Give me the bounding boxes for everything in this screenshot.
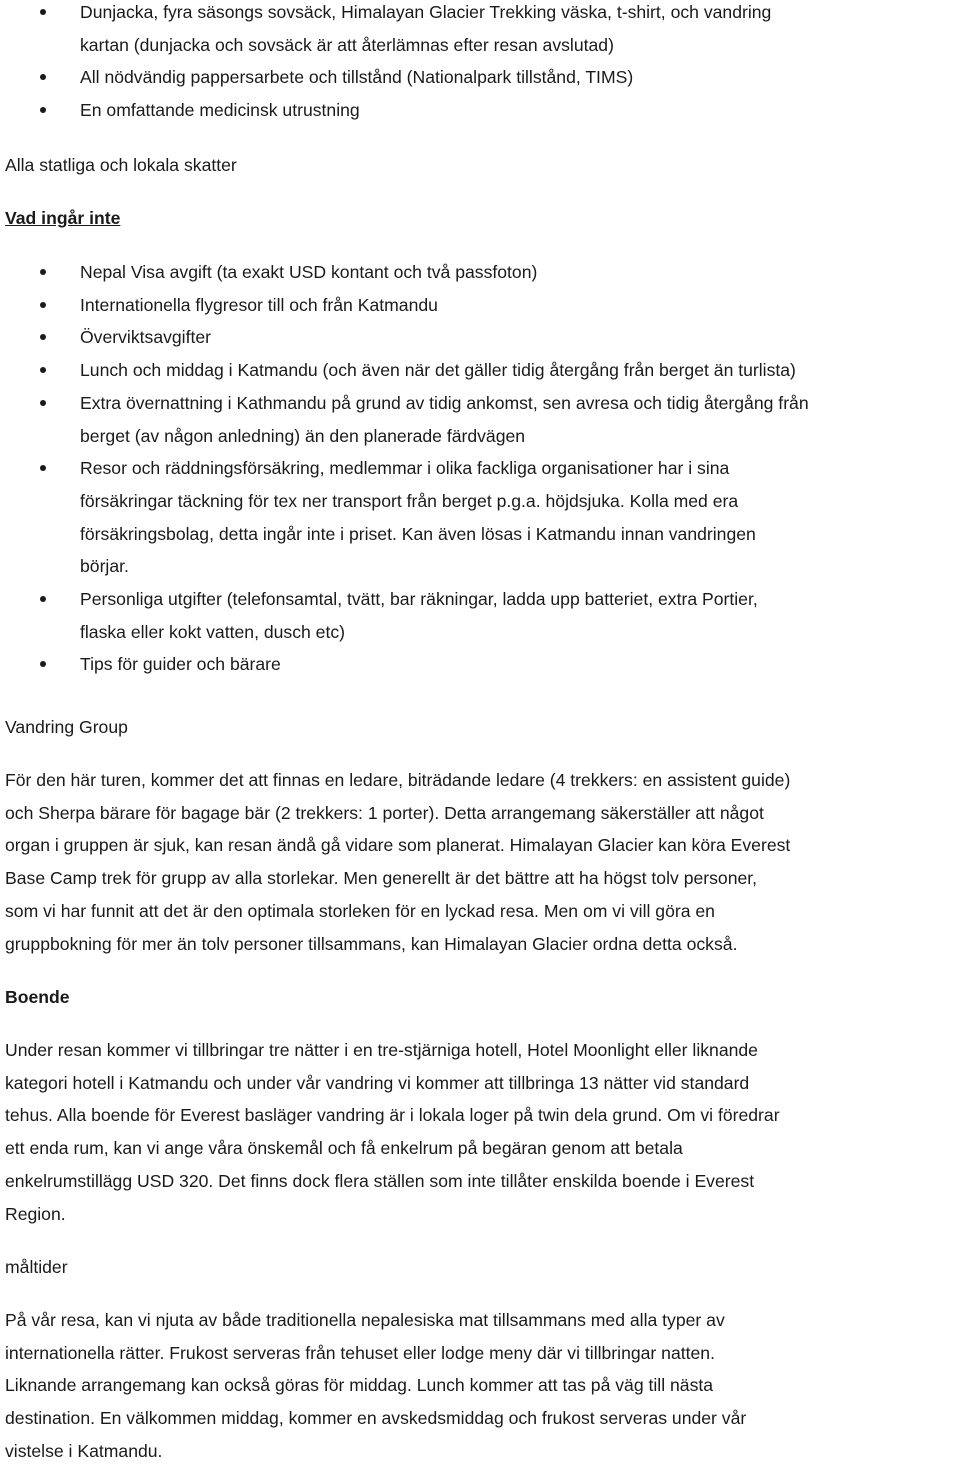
list-item-line: Dunjacka, fyra säsongs sovsäck, Himalayan Glacier Trekking väska, t-shirt, och vandring — [80, 2, 772, 22]
list-item-line: Nepal Visa avgift (ta exakt USD kontant och två passfoton) — [80, 262, 538, 282]
paragraph-line: enkelrumstillägg USD 320. Det finns dock flera ställen som inte tillåter enskilda boende i Everest — [5, 1170, 755, 1191]
paragraph-line: organ i gruppen är sjuk, kan resan ändå gå vidare som planerat. Himalayan Glacier kan köra Everest — [5, 835, 791, 856]
list-item — [0, 289, 809, 322]
paragraph-line: Under resan kommer vi tillbringar tre nätter i en tre-stjärniga hotell, Hotel Moonlight eller liknande — [5, 1040, 758, 1060]
list-item — [0, 583, 809, 648]
bullet-icon — [40, 334, 46, 340]
list-item-line: En omfattande medicinsk utrustning — [80, 100, 360, 121]
paragraph-line: På vår resa, kan vi njuta av både traditionella nepalesiska mat tillsammans med alla typer av — [5, 1310, 725, 1330]
excluded-list — [0, 256, 809, 681]
list-item — [0, 387, 809, 452]
paragraph-line: vistelse i Katmandu. — [5, 1440, 163, 1461]
boende-paragraph — [0, 1034, 780, 1230]
list-item — [0, 648, 809, 681]
paragraph-line: tehus. Alla boende för Everest basläger vandring är i lokala loger på twin dela grund. Om vi föredrar — [5, 1105, 780, 1126]
list-item — [0, 61, 771, 94]
list-item-line: börjar. — [80, 556, 129, 577]
list-item-line: Personliga utgifter (telefonsamtal, tvätt, bar räkningar, ladda upp batteriet, extra Portier, — [80, 589, 758, 610]
bullet-icon — [40, 74, 46, 80]
list-item-line: Resor och räddningsförsäkring, medlemmar i olika fackliga organisationer har i sina — [80, 458, 730, 479]
paragraph-line: Liknande arrangemang kan också göras för middag. Lunch kommer att tas på väg till nästa — [5, 1375, 714, 1396]
list-item-line: kartan (dunjacka och sovsäck är att återlämnas efter resan avslutad) — [80, 34, 614, 55]
list-item — [0, 94, 771, 127]
bullet-icon — [40, 465, 46, 471]
list-item — [0, 321, 809, 354]
list-item-line: Lunch och middag i Katmandu (och även när det gäller tidig återgång från berget än turlista) — [80, 360, 796, 381]
bullet-icon — [40, 107, 46, 113]
group-paragraph — [0, 764, 790, 960]
bullet-icon — [40, 9, 46, 15]
group-heading: Vandring Group — [5, 717, 128, 737]
list-item-line: försäkringsbolag, detta ingår inte i priset. Kan även lösas i Katmandu innan vandringen — [80, 523, 756, 544]
paragraph-line: gruppbokning för mer än tolv personer tillsammans, kan Himalayan Glacier ordna detta också. — [5, 933, 738, 954]
bullet-icon — [40, 367, 46, 373]
meals-heading: måltider — [5, 1257, 68, 1277]
list-item-line: försäkringar täckning för tex ner transport från berget p.g.a. höjdsjuka. Kolla med era — [80, 490, 739, 511]
bullet-icon — [40, 661, 46, 667]
meals-paragraph — [0, 1304, 746, 1468]
boende-heading: Boende — [5, 987, 70, 1007]
taxes-line: Alla statliga och lokala skatter — [5, 155, 237, 175]
list-item-line: flaska eller kokt vatten, dusch etc) — [80, 621, 346, 642]
list-item-line: All nödvändig pappersarbete och tillstånd (Nationalpark tillstånd, TIMS) — [80, 67, 634, 88]
included-list — [0, 0, 771, 127]
list-item — [0, 354, 809, 387]
paragraph-line: ett enda rum, kan vi ange våra önskemål och få enkelrum på begäran genom att betala — [5, 1138, 683, 1159]
paragraph-line: Base Camp trek för grupp av alla storlekar. Men generellt är det bättre att ha högst tolv personer, — [5, 868, 758, 889]
list-item-line: Internationella flygresor till och från Katmandu — [80, 294, 438, 315]
list-item — [0, 452, 809, 583]
list-item-line: Överviktsavgifter — [80, 327, 212, 348]
list-item-line: berget (av någon anledning) än den planerade färdvägen — [80, 425, 526, 446]
paragraph-line: internationella rätter. Frukost serveras från tehuset eller lodge meny där vi tillbringar natten. — [5, 1342, 715, 1363]
bullet-icon — [40, 400, 46, 406]
bullet-icon — [40, 302, 46, 308]
list-item — [0, 256, 809, 289]
paragraph-line: destination. En välkommen middag, kommer en avskedsmiddag och frukost serveras under vår — [5, 1408, 747, 1429]
paragraph-line: kategori hotell i Katmandu och under vår vandring vi kommer att tillbringa 13 nätter vid standard — [5, 1072, 750, 1093]
bullet-icon — [40, 596, 46, 602]
list-item-line: Extra övernattning i Kathmandu på grund av tidig ankomst, sen avresa och tidig återgång från — [80, 392, 809, 413]
paragraph-line: som vi har funnit att det är den optimala storleken för en lyckad resa. Men om vi vill göra en — [5, 900, 715, 921]
paragraph-line: Region. — [5, 1203, 66, 1224]
list-item-line: Tips för guider och bärare — [80, 654, 281, 675]
paragraph-line: och Sherpa bärare för bagage bär (2 trekkers: 1 porter). Detta arrangemang säkerställer att något — [5, 802, 764, 823]
paragraph-line: För den här turen, kommer det att finnas en ledare, biträdande ledare (4 trekkers: en assistent guide) — [5, 770, 791, 790]
excluded-heading: Vad ingår inte — [5, 208, 121, 228]
list-item — [0, 0, 771, 61]
bullet-icon — [40, 269, 46, 275]
